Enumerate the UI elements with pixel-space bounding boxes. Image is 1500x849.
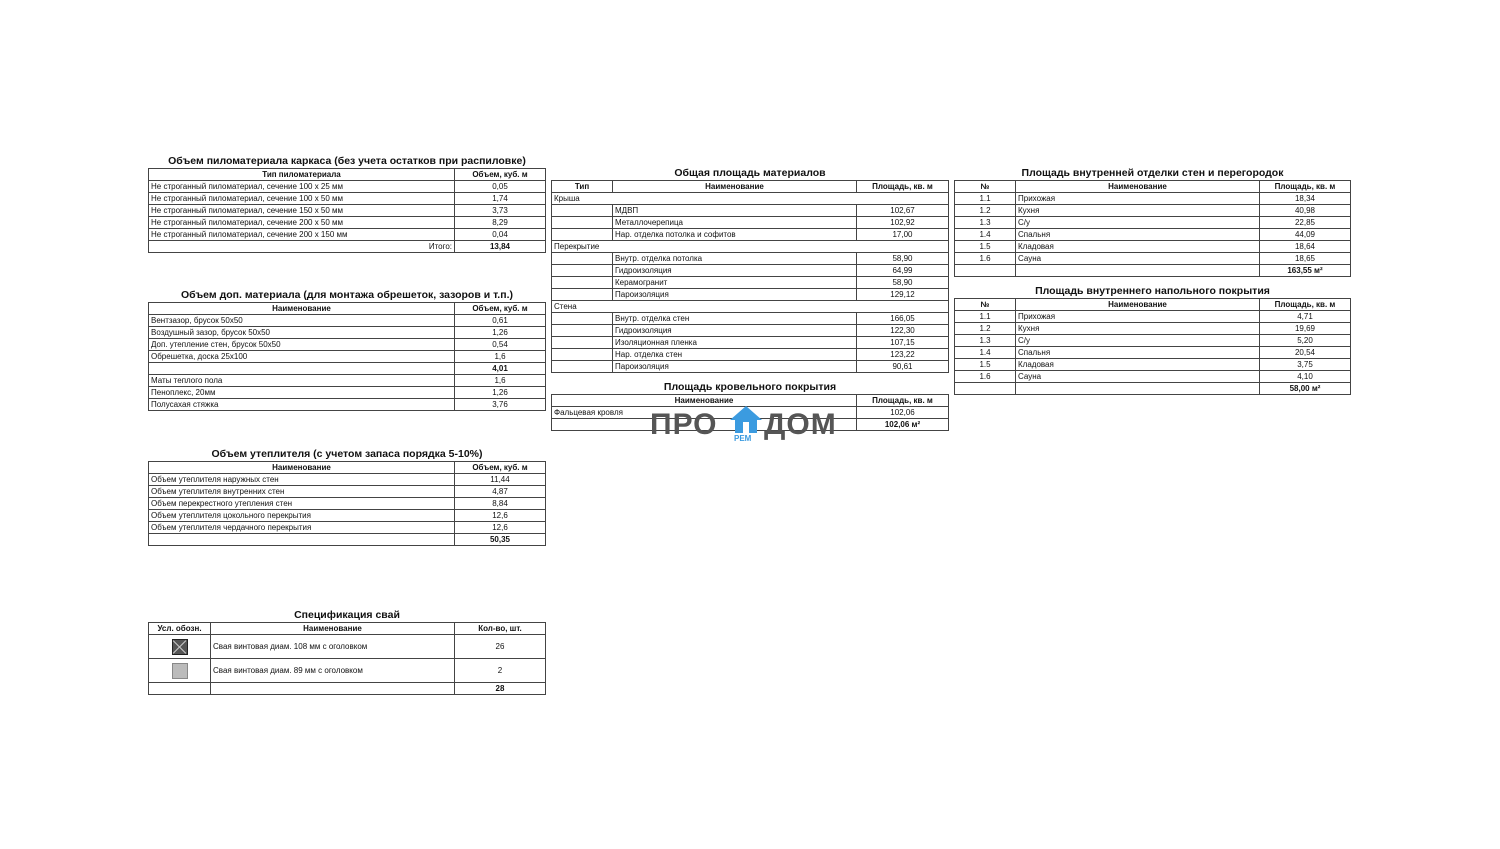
floors-block — [954, 284, 1351, 395]
extra-material-table — [148, 302, 546, 411]
column-header: Тип — [552, 181, 613, 193]
material-name-cell: Металлочерепица — [613, 217, 857, 229]
table-row — [149, 498, 546, 510]
table-row — [149, 229, 546, 241]
area-cell: 102,67 — [857, 205, 949, 217]
room-number-cell: 1.5 — [955, 241, 1016, 253]
column-header: Наименование — [552, 395, 857, 407]
table-row — [552, 229, 949, 241]
table-row — [552, 205, 949, 217]
volume-cell: 1,74 — [455, 193, 546, 205]
material-name-cell: Керамогранит — [613, 277, 857, 289]
lumber-type-cell: Не строганный пиломатериал, сечение 200 х 50 мм — [149, 217, 455, 229]
logo-text-right: ДОМ — [764, 408, 837, 441]
room-name-cell: С/у — [1016, 335, 1260, 347]
table-row — [552, 217, 949, 229]
table-row — [955, 217, 1351, 229]
column-header: № — [955, 299, 1016, 311]
column-header: Объем, куб. м — [455, 169, 546, 181]
area-cell: 102,92 — [857, 217, 949, 229]
total-label: Итого: — [149, 241, 455, 253]
material-name-cell: Маты теплого пола — [149, 375, 455, 387]
table-row — [149, 510, 546, 522]
area-cell: 166,05 — [857, 313, 949, 325]
room-name-cell: Прихожая — [1016, 193, 1260, 205]
table-row — [149, 327, 546, 339]
material-name-cell: Пароизоляция — [613, 289, 857, 301]
insulation-name-cell: Объем перекрестного утепления стен — [149, 498, 455, 510]
material-name-cell: Нар. отделка потолка и софитов — [613, 229, 857, 241]
subtotal-value: 4,01 — [455, 363, 546, 375]
volume-cell: 12,6 — [455, 522, 546, 534]
material-name-cell: Вентзазор, брусок 50х50 — [149, 315, 455, 327]
lumber-type-cell: Не строганный пиломатериал, сечение 100 х 25 мм — [149, 181, 455, 193]
column-header: Площадь, кв. м — [1260, 299, 1351, 311]
lumber-type-cell: Не строганный пиломатериал, сечение 150 х 50 мм — [149, 205, 455, 217]
table-row — [149, 181, 546, 193]
room-name-cell: Кухня — [1016, 323, 1260, 335]
volume-cell: 4,87 — [455, 486, 546, 498]
table-row — [552, 265, 949, 277]
insulation-block — [148, 447, 546, 546]
extra-material-block — [148, 288, 546, 411]
table-row — [955, 371, 1351, 383]
table-row — [955, 193, 1351, 205]
table-row — [149, 375, 546, 387]
volume-cell: 12,6 — [455, 510, 546, 522]
volume-cell: 1,6 — [455, 351, 546, 363]
area-cell: 19,69 — [1260, 323, 1351, 335]
table-header-row — [149, 303, 546, 315]
area-cell: 107,15 — [857, 337, 949, 349]
table-header-row — [149, 462, 546, 474]
extra-material-title: Объем доп. материала (для монтажа обрешеток, зазоров и т.п.) — [181, 289, 513, 301]
room-number-cell: 1.3 — [955, 335, 1016, 347]
table-row — [149, 351, 546, 363]
symbol-cell — [149, 659, 211, 683]
total-value: 58,00 м² — [1260, 383, 1351, 395]
column-header: Наименование — [211, 623, 455, 635]
insulation-name-cell: Объем утеплителя цокольного перекрытия — [149, 510, 455, 522]
area-cell: 58,90 — [857, 253, 949, 265]
material-name-cell: Пеноплекс, 20мм — [149, 387, 455, 399]
lumber-table-title: Объем пиломатериала каркаса (без учета остатков при распиловке) — [168, 155, 526, 167]
table-row — [149, 339, 546, 351]
table-row — [552, 277, 949, 289]
room-number-cell: 1.2 — [955, 323, 1016, 335]
room-name-cell: Сауна — [1016, 253, 1260, 265]
volume-cell: 0,04 — [455, 229, 546, 241]
table-row — [552, 361, 949, 373]
walls-block — [954, 166, 1351, 277]
column-header: Кол-во, шт. — [455, 623, 546, 635]
area-cell: 22,85 — [1260, 217, 1351, 229]
materials-block — [551, 166, 949, 373]
total-value: 50,35 — [455, 534, 546, 546]
pro-dom-logo — [650, 404, 850, 444]
table-row — [149, 315, 546, 327]
area-cell: 17,00 — [857, 229, 949, 241]
room-number-cell: 1.6 — [955, 253, 1016, 265]
roofing-title: Площадь кровельного покрытия — [663, 381, 837, 393]
room-name-cell: Сауна — [1016, 371, 1260, 383]
room-name-cell: Прихожая — [1016, 311, 1260, 323]
table-row — [955, 323, 1351, 335]
table-row — [149, 486, 546, 498]
table-header-row — [149, 623, 546, 635]
room-number-cell: 1.1 — [955, 311, 1016, 323]
column-header: Площадь, кв. м — [857, 395, 949, 407]
material-name-cell: Нар. отделка стен — [613, 349, 857, 361]
room-name-cell: Спальня — [1016, 229, 1260, 241]
volume-cell: 0,05 — [455, 181, 546, 193]
logo-subtext: РЕМ — [734, 434, 752, 443]
area-cell: 18,64 — [1260, 241, 1351, 253]
table-header-row — [955, 299, 1351, 311]
material-name-cell: Воздушный зазор, брусок 50х50 — [149, 327, 455, 339]
volume-cell: 1,26 — [455, 387, 546, 399]
table-header-row — [552, 181, 949, 193]
column-header: Наименование — [613, 181, 857, 193]
total-value: 28 — [455, 683, 546, 695]
column-header: Наименование — [149, 462, 455, 474]
piles-title: Спецификация свай — [294, 609, 400, 621]
lumber-type-cell: Не строганный пиломатериал, сечение 100 х 50 мм — [149, 193, 455, 205]
house-icon — [728, 404, 764, 434]
pile-name-cell: Свая винтовая диам. 89 мм с оголовком — [211, 659, 455, 683]
area-cell: 123,22 — [857, 349, 949, 361]
table-row — [149, 193, 546, 205]
material-name-cell: Обрешетка, доска 25х100 — [149, 351, 455, 363]
volume-cell: 8,29 — [455, 217, 546, 229]
insulation-name-cell: Объем утеплителя внутренних стен — [149, 486, 455, 498]
area-cell: 20,54 — [1260, 347, 1351, 359]
piles-table — [148, 622, 546, 695]
material-name-cell: Гидроизоляция — [613, 325, 857, 337]
group-row — [552, 193, 949, 205]
walls-table — [954, 180, 1351, 277]
insulation-title: Объем утеплителя (с учетом запаса порядка 5-10%) — [211, 448, 483, 460]
subtotal-row — [149, 363, 546, 375]
table-header-row — [149, 169, 546, 181]
total-row — [149, 241, 546, 253]
material-name-cell: Доп. утепление стен, брусок 50х50 — [149, 339, 455, 351]
room-number-cell: 1.6 — [955, 371, 1016, 383]
room-number-cell: 1.1 — [955, 193, 1016, 205]
volume-cell: 3,73 — [455, 205, 546, 217]
symbol-cell — [149, 635, 211, 659]
volume-cell: 0,54 — [455, 339, 546, 351]
room-name-cell: Кладовая — [1016, 359, 1260, 371]
column-header: Тип пиломатериала — [149, 169, 455, 181]
table-row — [149, 399, 546, 411]
table-row — [955, 205, 1351, 217]
volume-cell: 3,76 — [455, 399, 546, 411]
area-cell: 90,61 — [857, 361, 949, 373]
area-cell: 18,65 — [1260, 253, 1351, 265]
area-cell: 102,06 — [857, 407, 949, 419]
column-header: № — [955, 181, 1016, 193]
material-name-cell: Полусахая стяжка — [149, 399, 455, 411]
volume-cell: 11,44 — [455, 474, 546, 486]
area-cell: 122,30 — [857, 325, 949, 337]
area-cell: 4,10 — [1260, 371, 1351, 383]
area-cell: 44,09 — [1260, 229, 1351, 241]
walls-title: Площадь внутренней отделки стен и перегородок — [1021, 167, 1284, 179]
table-row — [552, 337, 949, 349]
room-number-cell: 1.4 — [955, 229, 1016, 241]
table-row — [149, 474, 546, 486]
area-cell: 3,75 — [1260, 359, 1351, 371]
insulation-name-cell: Объем утеплителя чердачного перекрытия — [149, 522, 455, 534]
column-header: Объем, куб. м — [455, 303, 546, 315]
table-row — [955, 229, 1351, 241]
table-row — [149, 522, 546, 534]
group-type-cell: Перекрытие — [552, 241, 949, 253]
column-header: Усл. обозн. — [149, 623, 211, 635]
floors-title: Площадь внутреннего напольного покрытия — [1035, 285, 1270, 297]
insulation-name-cell: Объем утеплителя наружных стен — [149, 474, 455, 486]
table-row — [552, 313, 949, 325]
table-row — [955, 347, 1351, 359]
lumber-type-cell: Не строганный пиломатериал, сечение 200 х 150 мм — [149, 229, 455, 241]
materials-title: Общая площадь материалов — [674, 167, 826, 179]
pile-89-symbol-icon — [172, 663, 188, 679]
pile-108-symbol-icon — [172, 639, 188, 655]
room-name-cell: Кладовая — [1016, 241, 1260, 253]
materials-table — [551, 180, 949, 373]
group-type-cell: Стена — [552, 301, 949, 313]
floors-table — [954, 298, 1351, 395]
volume-cell: 8,84 — [455, 498, 546, 510]
table-row — [552, 349, 949, 361]
column-header: Наименование — [149, 303, 455, 315]
lumber-table — [148, 168, 546, 253]
table-row — [552, 289, 949, 301]
table-row — [955, 359, 1351, 371]
column-header: Наименование — [1016, 299, 1260, 311]
total-row — [955, 265, 1351, 277]
table-row — [149, 635, 546, 659]
total-row — [149, 683, 546, 695]
total-row — [149, 534, 546, 546]
table-row — [552, 325, 949, 337]
column-header: Объем, куб. м — [455, 462, 546, 474]
qty-cell: 2 — [455, 659, 546, 683]
group-type-cell: Крыша — [552, 193, 949, 205]
material-name-cell: Внутр. отделка стен — [613, 313, 857, 325]
group-row — [552, 241, 949, 253]
area-cell: 129,12 — [857, 289, 949, 301]
room-name-cell: С/у — [1016, 217, 1260, 229]
table-row — [149, 387, 546, 399]
piles-block — [148, 608, 546, 695]
room-number-cell: 1.3 — [955, 217, 1016, 229]
material-name-cell: МДВП — [613, 205, 857, 217]
qty-cell: 26 — [455, 635, 546, 659]
logo-text-left: ПРО — [650, 408, 718, 441]
table-row — [149, 205, 546, 217]
area-cell: 4,71 — [1260, 311, 1351, 323]
table-row — [955, 253, 1351, 265]
table-row — [955, 335, 1351, 347]
lumber-table-block — [148, 154, 546, 253]
total-value: 163,55 м² — [1260, 265, 1351, 277]
area-cell: 58,90 — [857, 277, 949, 289]
column-header: Площадь, кв. м — [1260, 181, 1351, 193]
roofing-name-cell: Фальцевая кровля — [552, 407, 857, 419]
material-name-cell: Внутр. отделка потолка — [613, 253, 857, 265]
table-row — [955, 311, 1351, 323]
column-header: Наименование — [1016, 181, 1260, 193]
area-cell: 64,99 — [857, 265, 949, 277]
total-row — [955, 383, 1351, 395]
total-value: 102,06 м² — [857, 419, 949, 431]
group-row — [552, 301, 949, 313]
total-value: 13,84 — [455, 241, 546, 253]
room-number-cell: 1.2 — [955, 205, 1016, 217]
table-header-row — [955, 181, 1351, 193]
insulation-table — [148, 461, 546, 546]
table-row — [955, 241, 1351, 253]
room-number-cell: 1.5 — [955, 359, 1016, 371]
area-cell: 5,20 — [1260, 335, 1351, 347]
material-name-cell: Изоляционная пленка — [613, 337, 857, 349]
table-row — [149, 659, 546, 683]
area-cell: 18,34 — [1260, 193, 1351, 205]
area-cell: 40,98 — [1260, 205, 1351, 217]
volume-cell: 0,61 — [455, 315, 546, 327]
material-name-cell: Гидроизоляция — [613, 265, 857, 277]
volume-cell: 1,6 — [455, 375, 546, 387]
pile-name-cell: Свая винтовая диам. 108 мм с оголовком — [211, 635, 455, 659]
room-name-cell: Кухня — [1016, 205, 1260, 217]
material-name-cell: Пароизоляция — [613, 361, 857, 373]
column-header: Площадь, кв. м — [857, 181, 949, 193]
room-number-cell: 1.4 — [955, 347, 1016, 359]
table-row — [552, 253, 949, 265]
volume-cell: 1,26 — [455, 327, 546, 339]
room-name-cell: Спальня — [1016, 347, 1260, 359]
table-row — [149, 217, 546, 229]
